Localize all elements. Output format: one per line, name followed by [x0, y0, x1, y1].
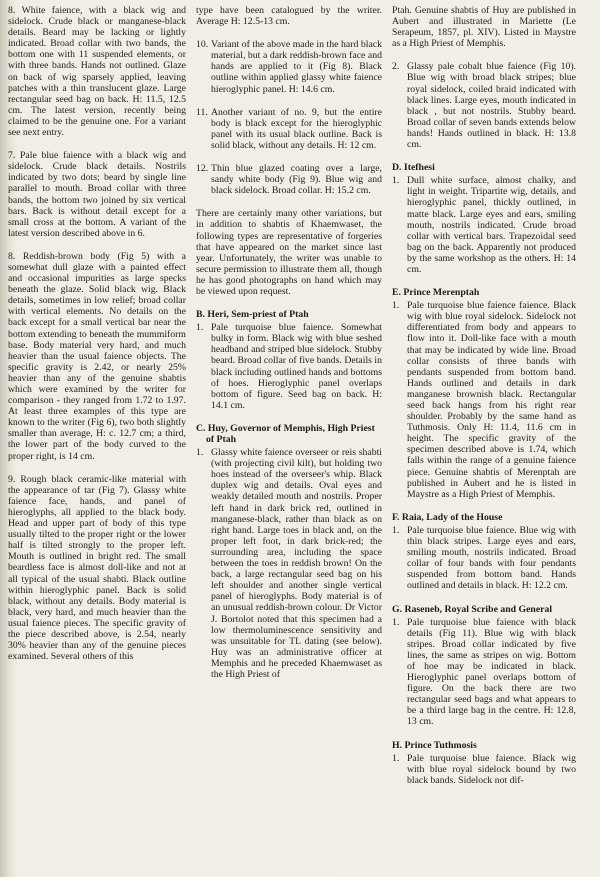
section-heading-raseneb: G. Raseneb, Royal Scribe and General	[392, 603, 553, 615]
entry-text: Glassy pale cobalt blue faience (Fig 10). Blue wig with broad black stripes; blue royal sidelock, coiled braid indicated with black lines. Large eyes, mouth indicated in black , but not nostrils. Stubby beard. Broad collar of seven bands extends below hands! Hands outlined in black. H: 13.8 cm.	[407, 61, 576, 151]
section-heading-raia: F. Raia, Lady of the House	[392, 511, 503, 523]
entry-text: Variant of the above made in the hard black material, but a dark reddish-brown face and hands are applied to it (Fig 8). Black outline within applied glassy white faience hieroglyphic panel. H: 14.6 cm.	[211, 39, 382, 95]
entry-number: 2.	[392, 61, 400, 73]
entry-tuthmosis-1	[392, 753, 576, 786]
entry-number: 1.	[392, 175, 400, 187]
entry-number: 1.	[196, 447, 204, 459]
entry-number: 1.	[392, 524, 400, 536]
entry-raia-1	[392, 525, 576, 592]
entry-8-reddish-brown-body: 8. Reddish-brown body (Fig 5) with a somewhat dull glaze with a painted effect and occasional impurities as large specks beneath the glaze. Solid black wig. Black details, sometimes in low relief; broad collar with vertical elements. No details on the back except for a small vertical bar near the bottom extending to beneath the mummiform base. Body material very hard, and much heavier than the usual faience objects. The specific gravity is 2.42, or nearly 25% heavier than any of the genuine shabtis which were examined by the writer for comparison - they ranged from 1.72 to 1.97. At least three examples of this type are known to the writer (Fig 6), two both slightly smaller than average, H: c. 12.7 cm; a third, the lower part of the body curved to the proper right, is 14 cm.	[8, 250, 186, 462]
entry-10	[196, 39, 382, 94]
section-heading-heri: B. Heri, Sem-priest of Ptah	[196, 309, 309, 321]
entry-text: Another variant of no. 9, but the entire body is black except for the hieroglyphic panel with its usual black outline. Back is solid black, without any details. H: 12 cm.	[211, 106, 382, 151]
entry-number: 12.	[196, 163, 209, 175]
entry-heri-1	[196, 322, 382, 411]
entry-number: 11.	[196, 106, 208, 118]
entry-text: Pale turquoise blue faience faience. Black wig with blue royal sidelock. Sidelock not differentiated from body and appears to flow into it. Doll-like face with a mouth that may be indicated by wide line. Broad collar consists of three bands with pendants suspended from bottom band. Hands outlined and details in dark manganese brownish black. Rectangular seed back hangs from his right rear shoulder. Probably by the same hand as Tuthmosis. Only H: 11.4, 11.6 cm in height. The specific gravity of the specimen described above is 1.74, which falls within the range of a genuine faience piece. Genuine shabtis of Merenptah are published in Aubert and he is listed in Maystre as a High Priest of Memphis.	[407, 300, 576, 500]
entry-merenptah-1	[392, 300, 576, 500]
entry-raseneb-1	[392, 617, 576, 728]
entry-text: Glassy white faience overseer or reis shabti (with projecting civil kilt), but holding two hoes instead of the overseer's whip. Black duplex wig and details. Oval eyes and weakly detailed mouth and nostrils. Proper left hand in dark brick red, outlined in manganese-black, rather than black as on right hand. Large toes in black and, on the proper left foot, in dark brick-red; the surrounding area, including the space between the toes in reddish brown! On the back, a large rectangular seed bag on his left shoulder and another single vertical panel of hieroglyphs. Body material is of an unusual reddish-brown colour. Dr Victor J. Bortolot noted that this specimen had a low thermoluminescence sensitivity and was unsuitable for TL dating (see below). Huy was an administrative officer at Memphis and he preceded Khaemwaset as the High Priest of	[211, 447, 382, 680]
entry-12	[196, 163, 382, 196]
column-middle	[196, 5, 382, 692]
entry-text: Pale turquoise blue faience. Black wig with blue royal sidelock bound by two black bands. Sidelock not dif-	[407, 752, 576, 786]
entry-text: Dull white surface, almost chalky, and light in weight. Tripartite wig, details, and hieroglyphic panel, thickly outlined, in matte black. Large eyes and ears, smiling mouth, nostrils indicated. Crude broad collar with vertical bars. Trapezoidal seed bag on the back. Apparently not produced by the same workshop as the others. H: 14 cm.	[407, 175, 576, 275]
section-heading-tuthmosis: H. Prince Tuthmosis	[392, 739, 477, 751]
entry-number: 1.	[392, 616, 400, 628]
section-heading-itefhesi: D. Itefhesi	[392, 162, 435, 174]
entry-number: 1.	[392, 752, 400, 764]
section-heading-merenptah: E. Prince Merenptah	[392, 287, 480, 299]
forgeries-paragraph: There are certainly many other variations, but in addition to shabtis of Khaemwaset, the following types are representative of forgeries that have appeared on the market since last year. Unfortunately, the writer was unable to secure permission to illustrate them all, though he has good photographs on hand which may be viewed upon request.	[196, 208, 382, 297]
entry-number: 10.	[196, 39, 209, 51]
entry-text: Pale turquoise blue faience with black details (Fig 11). Blue wig with black stripes. Broad collar indicated by five lines, the same as stripes on wig. Bottom of hoe may be indicated in black. Hieroglyphic panel overlaps bottom of figure. On the back there are two rectangular seed bags and what appears to be a third large bag in the centre. H: 12.8, 13 cm.	[407, 616, 576, 728]
entry-text: Pale turquoise blue faience. Somewhat bulky in form. Black wig with blue seshed headband and striped blue sidelock. Stubby beard. Broad collar of five bands. Details in black including outlined hands and bottoms of hoes. Hieroglyphic panel overlaps bottom of figure. Seed bag on back. H: 14.1 cm.	[211, 322, 382, 411]
entry-text: Pale turquoise blue faience. Blue wig with thin black stripes. Large eyes and ears, smiling mouth, nostrils indicated. Broad collar of four bands with four pendants suspended from bottom band. Hands outlined and details in black. H: 12.2 cm.	[407, 524, 576, 592]
entry-9-black-ceramic: 9. Rough black ceramic-like material with the appearance of tar (Fig 7). Glassy white faience face, hands, and panel of hieroglyphs, all applied to the black body. Head and upper part of body of this type usually tilted to the proper right or the lower half is tilted strongly to the proper left. Mouth is outlined in bright red. The small beardless face is almost doll-like and not at all typical of the usual shabti. Black outline within hieroglyphic panel. Back is solid black, without any details. Body material is black, very hard, and much heavier than the usual faience pieces. The specific gravity of the piece described above, is 2.54, nearly 30% heavier than any of the genuine pieces examined. Several others of this	[8, 473, 186, 663]
entry-7-pale-blue-faience: 7. Pale blue faience with a black wig and sidelock. Crude black details. Nostrils indicated by two dots; beard by single line parallel to mouth. Broad collar with three bands, the bottom two joined by six vertical bars. Back is without detail except for a small cross at the bottom. A variant of the latest version described above in 6.	[8, 150, 186, 239]
entry-number: 1.	[196, 322, 204, 334]
entry-huy-1	[196, 447, 382, 680]
entry-itefhesi-1	[392, 175, 576, 275]
entry-11	[196, 107, 382, 151]
section-heading-huy: C. Huy, Governor of Memphis, High Priest of Ptah	[196, 422, 375, 445]
column-left	[8, 5, 186, 662]
entry-8-white-faience: 8. White faience, with a black wig and sidelock. Crude black or manganese-black details. Beard may be lacking or lightly indicated. Broad collar with two bands, the bottom one with 11 suspended elements, or with three bands. Hands not outlined. Glaze on back of wig sparsely applied, leaving patches with a thin translucent glaze. Large rectangular seed bag on back. H: 11.5, 12.5 cm. The latest version, recently being claimed to be the genuine one. For a variant see next entry.	[8, 5, 186, 139]
continuation-text: type have been catalogued by the writer. Average H: 12.5-13 cm.	[196, 5, 382, 28]
entry-number: 1.	[392, 300, 400, 312]
entry-text: Thin blue glazed coating over a large, sandy white body (Fig 9). Blue wig and black sidelock. Broad collar. H: 15.2 cm.	[211, 163, 382, 197]
column-right	[392, 5, 576, 798]
entry-huy-2	[392, 61, 576, 150]
continuation-text: Ptah. Genuine shabtis of Huy are published in Aubert and illustrated in Mariette (Le Serapeum, 1857, pl. XIV). Listed in Maystre as a High Priest of Memphis.	[392, 5, 576, 50]
